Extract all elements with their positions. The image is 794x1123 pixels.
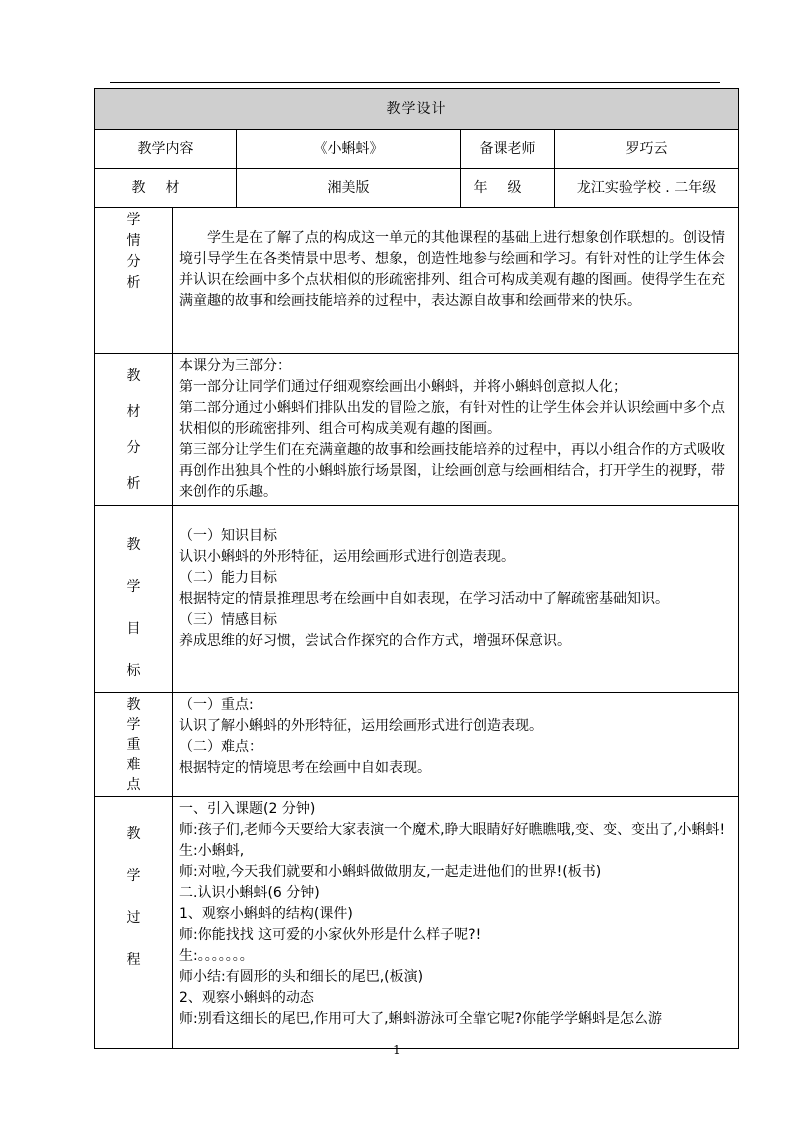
label-char: 程 bbox=[126, 952, 141, 968]
label-char: 材 bbox=[126, 403, 141, 420]
paragraph: （一）知识目标 bbox=[179, 528, 277, 544]
section-label bbox=[95, 208, 173, 354]
content-value: 《小蝌蚪》 bbox=[237, 130, 461, 169]
label-char: 分 bbox=[126, 254, 141, 270]
title-row bbox=[95, 89, 739, 130]
section-label bbox=[95, 354, 173, 506]
material-value: 湘美版 bbox=[237, 169, 461, 208]
page-number: 1 bbox=[393, 1043, 401, 1057]
paragraph: 第三部分让学生们在充满童趣的故事和绘画技能培养的过程中，再以小组合作的方式吸收再创作出独具个性的小蝌蚪旅行场景图，让绘画创意与绘画相结合，打开学生的视野，带来创作的乐趣。 bbox=[179, 442, 725, 500]
section-xueqing bbox=[95, 208, 739, 354]
section-label bbox=[95, 693, 173, 797]
paragraph: （二）能力目标 bbox=[179, 570, 277, 586]
label-char: 点 bbox=[126, 776, 141, 793]
paragraph: 2、观察小蝌蚪的动态 bbox=[179, 990, 314, 1006]
section-body bbox=[173, 208, 739, 354]
paragraph: （一）重点: bbox=[179, 697, 254, 713]
label-char: 过 bbox=[126, 910, 141, 926]
label-char: 情 bbox=[126, 233, 141, 249]
material-label: 教材 bbox=[95, 169, 237, 208]
section-mubiao bbox=[95, 506, 739, 693]
section-label bbox=[95, 506, 173, 693]
label-char: 学 bbox=[126, 716, 141, 733]
info-row-material bbox=[95, 169, 739, 208]
label-char: 目 bbox=[126, 621, 141, 637]
label-char: 重 bbox=[126, 736, 141, 753]
label-char: 学 bbox=[126, 579, 141, 595]
label-char: 教 bbox=[126, 826, 141, 842]
paragraph: 师:别看这细长的尾巴,作用可大了,蝌蚪游泳可全靠它呢?你能学学蝌蚪是怎么游 bbox=[179, 1011, 663, 1027]
paragraph: 第一部分让同学们通过仔细观察绘画出小蝌蚪，并将小蝌蚪创意拟人化； bbox=[179, 379, 627, 395]
teacher-value: 罗巧云 bbox=[555, 130, 739, 169]
section-body bbox=[173, 693, 739, 797]
label-char: 分 bbox=[126, 439, 141, 456]
section-label bbox=[95, 797, 173, 1049]
label-char: 学 bbox=[126, 868, 141, 884]
paragraph: 生:小蝌蚪, bbox=[179, 843, 245, 859]
paragraph: 二.认识小蝌蚪(6 分钟) bbox=[179, 885, 320, 901]
label-char: 标 bbox=[126, 663, 141, 679]
section-body bbox=[173, 506, 739, 693]
paragraph: 根据特定的情境思考在绘画中自如表现。 bbox=[179, 760, 431, 776]
paragraph: 学生是在了解了点的构成这一单元的其他课程的基础上进行想象创作联想的。创设情境引导学生在各类情景中思考、想象，创造性地参与绘画和学习。有针对性的让学生体会并认识在绘画中多个点状相似的形疏密排列、组合可构成美观有趣的图画。使得学生在充满童趣的故事和绘画技能培养的过程中，表达源自故事和绘画带来的快乐。 bbox=[179, 230, 725, 309]
label-char: 教 bbox=[126, 537, 141, 553]
grade-label: 年级 bbox=[461, 169, 555, 208]
paragraph: 师小结:有圆形的头和细长的尾巴,(板演) bbox=[179, 969, 424, 985]
info-row-content bbox=[95, 130, 739, 169]
label-char: 析 bbox=[126, 275, 141, 291]
section-jiaocai bbox=[95, 354, 739, 506]
paragraph: 认识小蝌蚪的外形特征，运用绘画形式进行创造表现。 bbox=[179, 549, 515, 565]
paragraph: 根据特定的情景推理思考在绘画中自如表现，在学习活动中了解疏密基础知识。 bbox=[179, 591, 669, 607]
section-body bbox=[173, 354, 739, 506]
lesson-plan-table bbox=[94, 88, 739, 1049]
paragraph: （三）情感目标 bbox=[179, 612, 277, 628]
content-label: 教学内容 bbox=[95, 130, 237, 169]
paragraph: 一、引入课题(2 分钟) bbox=[179, 801, 316, 817]
section-zhongnan bbox=[95, 693, 739, 797]
paragraph: 师:你能找找 这可爱的小家伙外形是什么样子呢?! bbox=[179, 927, 482, 943]
grade-value: 龙江实验学校 . 二年级 bbox=[555, 169, 739, 208]
teacher-label: 备课老师 bbox=[461, 130, 555, 169]
paragraph: 认识了解小蝌蚪的外形特征，运用绘画形式进行创造表现。 bbox=[179, 718, 543, 734]
label-char: 教 bbox=[126, 367, 141, 384]
paragraph: 本课分为三部分： bbox=[179, 358, 291, 374]
paragraph: 养成思维的好习惯，尝试合作探究的合作方式，增强环保意识。 bbox=[179, 633, 571, 649]
label-char: 学 bbox=[126, 212, 141, 228]
header-rule bbox=[110, 82, 720, 83]
section-body bbox=[173, 797, 739, 1049]
section-guocheng bbox=[95, 797, 739, 1049]
paragraph: 第二部分通过小蝌蚪们排队出发的冒险之旅，有针对性的让学生体会并认识绘画中多个点状相似的形疏密排列、组合可构成美观有趣的图画。 bbox=[179, 400, 725, 437]
paragraph: 师:对啦,今天我们就要和小蝌蚪做做朋友,一起走进他们的世界!(板书) bbox=[179, 864, 602, 880]
label-char: 难 bbox=[126, 756, 141, 773]
doc-title: 教学设计 bbox=[95, 89, 739, 130]
paragraph: （二）难点： bbox=[179, 739, 263, 755]
label-char: 析 bbox=[126, 475, 141, 492]
paragraph: 生:。。。。。。。 bbox=[179, 948, 254, 964]
paragraph: 1、观察小蝌蚪的结构(课件) bbox=[179, 906, 353, 922]
paragraph: 师:孩子们,老师今天要给大家表演一个魔术,睁大眼睛好好瞧瞧哦,变、变、变出了,小蝌蚪! bbox=[179, 822, 726, 838]
label-char: 教 bbox=[126, 696, 141, 713]
